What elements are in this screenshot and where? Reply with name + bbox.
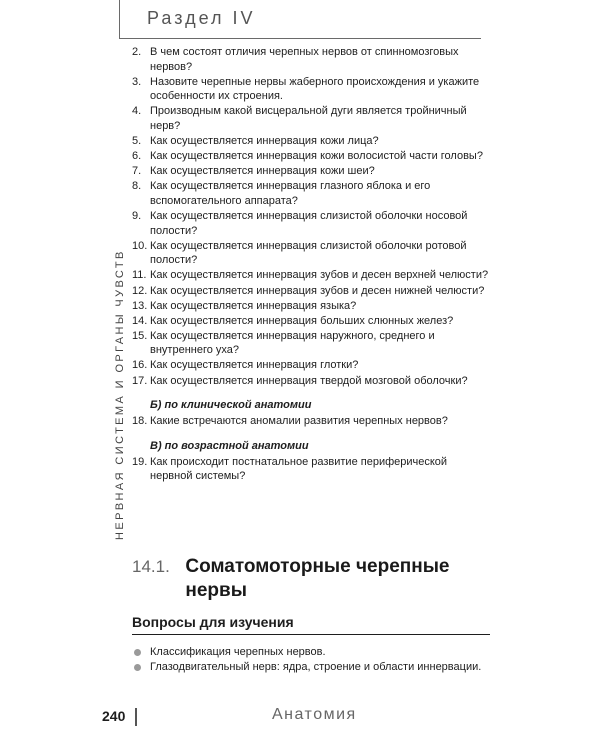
question-item	[132, 179, 490, 208]
bullet-icon	[132, 660, 150, 675]
question-item	[132, 75, 490, 104]
question-item	[132, 374, 490, 389]
study-bullet-text: Глазодвигательный нерв: ядра, строение и области иннервации.	[150, 661, 482, 674]
question-number: 17.	[132, 374, 148, 387]
question-number: 19.	[132, 455, 148, 468]
question-text: Как осуществляется иннервация кожи волосистой части головы?	[150, 150, 483, 163]
question-text: Как осуществляется иннервация твердой мозговой оболочки?	[150, 374, 468, 387]
page-number: 240	[102, 708, 126, 724]
question-item	[132, 239, 490, 268]
question-number: 2.	[132, 46, 142, 58]
study-questions-heading: Вопросы для изучения	[132, 614, 490, 635]
question-number: 7.	[132, 165, 142, 178]
question-number: 9.	[132, 210, 142, 223]
question-item	[132, 284, 490, 299]
question-item	[132, 134, 490, 149]
question-list	[132, 45, 490, 484]
side-running-title: НЕРВНАЯ СИСТЕМА И ОРГАНЫ ЧУВСТВ	[114, 249, 126, 540]
question-number: 8.	[132, 180, 142, 193]
subhead-clinical: Б) по клинической анатомии	[150, 399, 312, 412]
book-title: Анатомия	[272, 706, 357, 723]
study-bullet-item	[132, 660, 490, 675]
question-number: 10.	[132, 239, 148, 252]
question-text: В чем состоят отличия черепных нервов от спинномозговых нервов?	[150, 46, 459, 73]
question-number: 14.	[132, 314, 148, 327]
bullet-icon	[132, 645, 150, 660]
question-text: Как осуществляется иннервация зубов и десен нижней челюсти?	[150, 284, 485, 297]
question-text: Как происходит постнатальное развитие периферической нервной системы?	[150, 455, 448, 483]
footer-divider	[135, 708, 137, 726]
question-number: 3.	[132, 75, 142, 88]
question-text: Как осуществляется иннервация кожи лица?	[150, 135, 379, 148]
question-item	[132, 164, 490, 179]
question-text: Как осуществляется иннервация кожи шеи?	[150, 165, 375, 178]
question-number: 11.	[132, 269, 147, 282]
question-number: 5.	[132, 135, 142, 148]
chapter-number: 14.1.	[132, 557, 170, 576]
question-item	[132, 329, 490, 358]
questions-group-b	[132, 414, 490, 429]
question-text: Как осуществляется иннервация наружного, среднего и внутреннего уха?	[150, 329, 435, 357]
question-item	[132, 149, 490, 164]
question-text: Как осуществляется иннервация языка?	[150, 299, 357, 312]
question-text: Как осуществляется иннервация глазного яблока и его вспомогательного аппарата?	[150, 180, 431, 207]
question-text: Как осуществляется иннервация зубов и десен верхней челюсти?	[150, 269, 489, 282]
question-number: 16.	[132, 359, 148, 372]
question-item	[132, 414, 490, 429]
question-text: Как осуществляется иннервация глотки?	[150, 359, 359, 372]
question-text: Какие встречаются аномалии развития черепных нервов?	[150, 415, 448, 428]
question-number: 4.	[132, 105, 142, 118]
question-number: 12.	[132, 284, 148, 297]
question-item	[132, 314, 490, 329]
question-text: Производным какой висцеральной дуги является тройничный нерв?	[150, 105, 467, 132]
question-item	[132, 455, 490, 484]
question-text: Как осуществляется иннервация слизистой оболочки ротовой полости?	[150, 239, 467, 267]
question-item	[132, 209, 490, 238]
study-bullet-item	[132, 645, 490, 660]
questions-group-a	[132, 45, 490, 388]
question-text: Как осуществляется иннервация слизистой оболочки носовой полости?	[150, 210, 468, 237]
question-item	[132, 104, 490, 133]
question-item	[132, 299, 490, 314]
questions-group-c	[132, 455, 490, 484]
question-number: 13.	[132, 299, 148, 312]
question-item	[132, 358, 490, 373]
question-number: 18.	[132, 415, 148, 428]
question-item	[132, 45, 490, 74]
question-text: Как осуществляется иннервация больших слюнных желез?	[150, 314, 454, 327]
question-number: 15.	[132, 329, 148, 342]
subhead-age: В) по возрастной анатомии	[150, 439, 309, 452]
question-number: 6.	[132, 150, 142, 163]
study-bullet-list	[132, 645, 490, 675]
question-text: Назовите черепные нервы жаберного происхождения и укажите особенности их строения.	[150, 75, 480, 103]
chapter-heading	[132, 555, 490, 603]
question-item	[132, 268, 490, 283]
section-label: Раздел IV	[147, 8, 256, 28]
chapter-title: Соматомоторные черепные нервы	[185, 556, 450, 601]
study-bullet-text: Классификация черепных нервов.	[150, 646, 326, 658]
